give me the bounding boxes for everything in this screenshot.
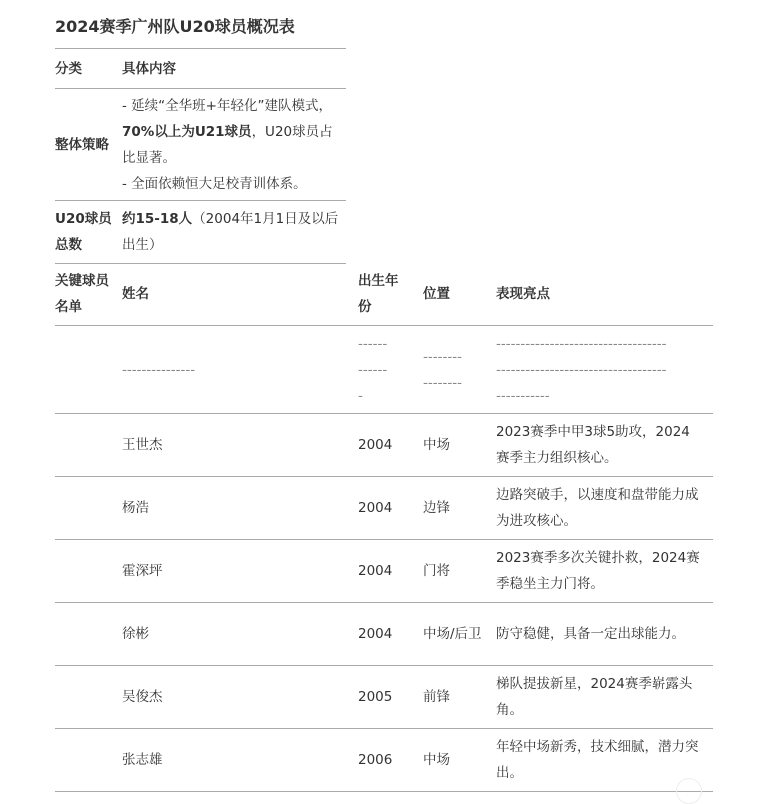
empty-cell bbox=[55, 540, 122, 603]
empty-cell bbox=[55, 477, 122, 540]
player-row bbox=[55, 477, 713, 540]
player-birth: 2004 bbox=[358, 626, 393, 642]
strategy-bold: 70%以上为U21球员 bbox=[122, 123, 252, 140]
page-title: 2024赛季广州队U20球员概况表 bbox=[55, 17, 295, 36]
scroll-to-top-button[interactable] bbox=[676, 778, 702, 804]
empty-cell bbox=[55, 414, 122, 477]
player-position: 中场 bbox=[423, 752, 450, 768]
player-name: 徐彬 bbox=[122, 626, 149, 642]
total-row bbox=[55, 201, 346, 264]
birth-header: 出生年份 bbox=[358, 273, 399, 315]
player-highlight: 2023赛季中甲3球5助攻，2024赛季主力组织核心。 bbox=[496, 424, 690, 466]
empty-cell bbox=[55, 603, 122, 666]
player-row bbox=[55, 603, 713, 666]
player-row bbox=[55, 414, 713, 477]
highlight-header: 表现亮点 bbox=[496, 286, 550, 302]
empty-cell bbox=[55, 729, 122, 792]
player-name: 张志雄 bbox=[122, 752, 163, 768]
name-header: 姓名 bbox=[122, 286, 149, 302]
content-header: 具体内容 bbox=[122, 60, 176, 77]
player-row bbox=[55, 540, 713, 603]
player-highlight: 梯队提拔新星，2024赛季崭露头角。 bbox=[496, 676, 693, 718]
separator-name: --------------- bbox=[122, 361, 196, 378]
total-bold: 约15-18人 bbox=[122, 211, 193, 227]
player-birth: 2004 bbox=[358, 500, 393, 516]
total-text: （2004年1月1日及以后出生） bbox=[122, 211, 339, 253]
category-header: 分类 bbox=[55, 60, 82, 77]
position-header: 位置 bbox=[423, 286, 450, 302]
player-row bbox=[55, 666, 713, 729]
separator-highlight: ----------------------------------- ----------------------------------- ----------- bbox=[496, 335, 667, 404]
total-content bbox=[122, 201, 346, 264]
strategy-label: 整体策略 bbox=[55, 136, 109, 153]
player-position: 中场 bbox=[423, 437, 450, 453]
separator-row bbox=[55, 326, 713, 414]
separator-position: -------- -------- bbox=[423, 348, 462, 391]
player-name: 霍深坪 bbox=[122, 563, 163, 579]
player-birth: 2006 bbox=[358, 752, 393, 768]
roster-table bbox=[55, 263, 713, 792]
total-label: U20球员总数 bbox=[55, 211, 112, 253]
separator-birth: ------ ------ - bbox=[358, 335, 388, 404]
player-highlight: 边路突破手，以速度和盘带能力成为进攻核心。 bbox=[496, 487, 699, 529]
player-birth: 2005 bbox=[358, 689, 393, 705]
player-highlight: 2023赛季多次关键扑救，2024赛季稳坐主力门将。 bbox=[496, 550, 700, 592]
player-birth: 2004 bbox=[358, 563, 393, 579]
strategy-text-rest: ，U20球员占比显著。 bbox=[122, 123, 333, 166]
roster-header-row bbox=[55, 263, 713, 326]
overview-table bbox=[55, 48, 346, 264]
overview-header-row bbox=[55, 49, 346, 89]
player-name: 王世杰 bbox=[122, 437, 163, 453]
strategy-row bbox=[55, 89, 346, 201]
roster-label: 关键球员名单 bbox=[55, 273, 109, 315]
empty-cell bbox=[55, 666, 122, 729]
player-row bbox=[55, 729, 713, 792]
player-position: 中场/后卫 bbox=[423, 626, 482, 642]
player-birth: 2004 bbox=[358, 437, 393, 453]
strategy-content bbox=[122, 89, 346, 201]
player-position: 前锋 bbox=[423, 689, 450, 705]
empty-cell bbox=[55, 326, 122, 414]
player-name: 吴俊杰 bbox=[122, 689, 163, 705]
strategy-text: - 延续“全华班+年轻化”建队模式， bbox=[122, 97, 332, 114]
player-name: 杨浩 bbox=[122, 500, 149, 516]
player-highlight: 年轻中场新秀，技术细腻，潜力突出。 bbox=[496, 739, 699, 781]
player-highlight: 防守稳健，具备一定出球能力。 bbox=[496, 626, 685, 642]
player-position: 门将 bbox=[423, 563, 450, 579]
strategy-line2: - 全面依赖恒大足校青训体系。 bbox=[122, 175, 307, 192]
player-position: 边锋 bbox=[423, 500, 450, 516]
